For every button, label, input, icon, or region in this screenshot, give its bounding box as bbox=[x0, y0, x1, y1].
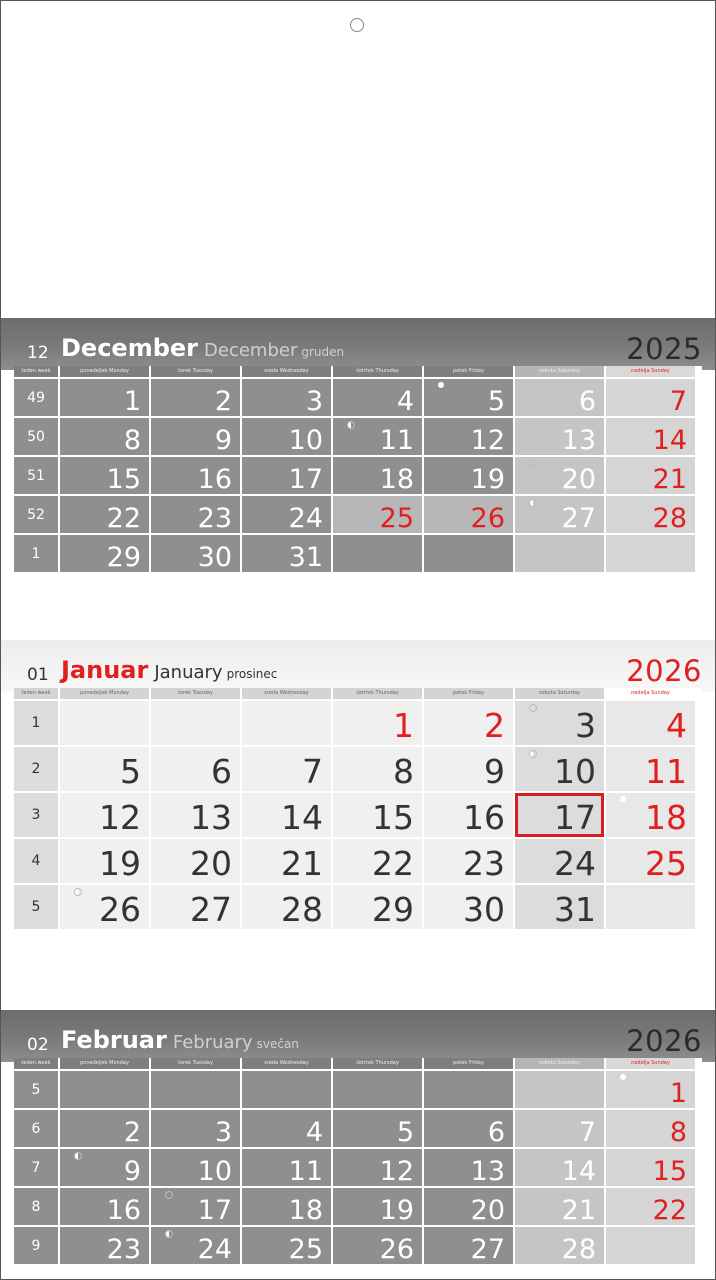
day-number: 10 bbox=[288, 425, 323, 456]
day-cell[interactable] bbox=[333, 496, 422, 533]
day-cell[interactable] bbox=[60, 418, 149, 455]
empty-day-cell bbox=[151, 1071, 240, 1108]
day-number: 1 bbox=[669, 1078, 687, 1109]
day-cell[interactable] bbox=[606, 701, 695, 745]
month-title bbox=[61, 334, 344, 362]
weekday-header: ponedeljek Monday bbox=[60, 688, 149, 699]
day-cell[interactable] bbox=[60, 1227, 149, 1264]
day-cell[interactable] bbox=[515, 457, 604, 494]
day-cell[interactable] bbox=[151, 418, 240, 455]
day-cell[interactable] bbox=[424, 701, 513, 745]
day-cell[interactable] bbox=[515, 747, 604, 791]
day-number: 9 bbox=[484, 752, 505, 791]
day-number: 17 bbox=[554, 798, 596, 837]
day-cell[interactable] bbox=[60, 1149, 149, 1186]
day-cell[interactable] bbox=[151, 1149, 240, 1186]
week-column-header: teden week bbox=[14, 366, 58, 377]
day-number: 10 bbox=[554, 752, 596, 791]
day-number: 25 bbox=[288, 1234, 323, 1265]
month-year: 2025 bbox=[626, 332, 702, 366]
week-number: 50 bbox=[14, 418, 58, 455]
empty-day-cell bbox=[242, 701, 331, 745]
empty-day-cell bbox=[606, 535, 695, 572]
day-cell[interactable] bbox=[606, 747, 695, 791]
day-cell[interactable] bbox=[242, 839, 331, 883]
week-number: 2 bbox=[14, 747, 58, 791]
day-cell[interactable] bbox=[424, 1149, 513, 1186]
weekday-header: petek Friday bbox=[424, 688, 513, 699]
month-title bbox=[61, 656, 277, 684]
week-number: 9 bbox=[14, 1227, 58, 1264]
day-number: 28 bbox=[281, 890, 323, 929]
day-cell[interactable] bbox=[333, 379, 422, 416]
day-number: 21 bbox=[561, 1195, 596, 1226]
day-number: 21 bbox=[652, 464, 687, 495]
day-number: 8 bbox=[669, 1117, 687, 1148]
weekday-header: sreda Wednesday bbox=[242, 688, 331, 699]
month-name-english: December bbox=[204, 340, 298, 361]
week-number: 7 bbox=[14, 1149, 58, 1186]
day-cell[interactable] bbox=[515, 885, 604, 929]
day-cell[interactable] bbox=[242, 535, 331, 572]
weekday-header: četrtek Thursday bbox=[333, 688, 422, 699]
day-cell[interactable] bbox=[242, 457, 331, 494]
day-cell[interactable] bbox=[424, 496, 513, 533]
day-cell[interactable] bbox=[515, 496, 604, 533]
day-cell[interactable] bbox=[60, 747, 149, 791]
day-cell[interactable] bbox=[242, 1188, 331, 1225]
day-number: 15 bbox=[652, 1156, 687, 1187]
month-name: Januar bbox=[61, 656, 149, 684]
weekday-header: petek Friday bbox=[424, 366, 513, 377]
day-number: 16 bbox=[463, 798, 505, 837]
month-name-local: prosinec bbox=[226, 667, 278, 681]
moon-phase-icon bbox=[74, 888, 82, 896]
day-number: 6 bbox=[211, 752, 232, 791]
day-cell[interactable] bbox=[606, 1110, 695, 1147]
day-number: 21 bbox=[281, 844, 323, 883]
week-number: 5 bbox=[14, 1071, 58, 1108]
month-number: 12 bbox=[27, 343, 49, 363]
day-cell[interactable] bbox=[60, 1188, 149, 1225]
day-cell[interactable] bbox=[242, 1149, 331, 1186]
day-cell[interactable] bbox=[424, 885, 513, 929]
week-number: 8 bbox=[14, 1188, 58, 1225]
month-grid bbox=[14, 1058, 702, 1264]
day-cell[interactable] bbox=[333, 701, 422, 745]
day-number: 15 bbox=[106, 464, 141, 495]
day-number: 27 bbox=[561, 503, 596, 534]
day-cell[interactable] bbox=[151, 496, 240, 533]
month-name: December bbox=[61, 334, 199, 362]
weekday-header: nedelja Sunday bbox=[606, 688, 695, 699]
day-number: 20 bbox=[470, 1195, 505, 1226]
day-number: 20 bbox=[561, 464, 596, 495]
empty-day-cell bbox=[515, 1071, 604, 1108]
day-number: 12 bbox=[470, 425, 505, 456]
day-cell[interactable] bbox=[515, 379, 604, 416]
day-number: 4 bbox=[305, 1117, 323, 1148]
day-cell[interactable] bbox=[515, 1110, 604, 1147]
day-number: 22 bbox=[652, 1195, 687, 1226]
day-number: 18 bbox=[645, 798, 687, 837]
day-cell[interactable] bbox=[424, 379, 513, 416]
empty-day-cell bbox=[424, 1071, 513, 1108]
empty-day-cell bbox=[333, 1071, 422, 1108]
day-cell[interactable] bbox=[60, 496, 149, 533]
day-number: 31 bbox=[288, 542, 323, 573]
moon-phase-icon bbox=[74, 1152, 82, 1160]
day-cell[interactable] bbox=[242, 496, 331, 533]
day-cell[interactable] bbox=[424, 1110, 513, 1147]
day-number: 27 bbox=[190, 890, 232, 929]
day-number: 22 bbox=[106, 503, 141, 534]
day-cell[interactable] bbox=[606, 496, 695, 533]
empty-day-cell bbox=[60, 1071, 149, 1108]
day-number: 6 bbox=[487, 1117, 505, 1148]
day-cell[interactable] bbox=[242, 418, 331, 455]
day-cell[interactable] bbox=[424, 747, 513, 791]
moon-phase-icon bbox=[529, 499, 537, 507]
weekday-header: sreda Wednesday bbox=[242, 1058, 331, 1069]
day-cell[interactable] bbox=[606, 839, 695, 883]
day-number: 4 bbox=[666, 706, 687, 745]
day-number: 16 bbox=[106, 1195, 141, 1226]
day-number: 20 bbox=[190, 844, 232, 883]
week-number: 4 bbox=[14, 839, 58, 883]
weekday-header: četrtek Thursday bbox=[333, 1058, 422, 1069]
day-number: 24 bbox=[288, 503, 323, 534]
day-number: 30 bbox=[197, 542, 232, 573]
day-number: 10 bbox=[197, 1156, 232, 1187]
day-number: 23 bbox=[106, 1234, 141, 1265]
day-number: 23 bbox=[197, 503, 232, 534]
day-cell[interactable] bbox=[606, 1188, 695, 1225]
day-cell[interactable] bbox=[333, 793, 422, 837]
day-number: 18 bbox=[379, 464, 414, 495]
empty-day-cell bbox=[424, 535, 513, 572]
day-cell[interactable] bbox=[60, 839, 149, 883]
day-cell[interactable] bbox=[515, 839, 604, 883]
day-number: 19 bbox=[470, 464, 505, 495]
day-cell[interactable] bbox=[515, 701, 604, 745]
week-number: 1 bbox=[14, 535, 58, 572]
day-cell[interactable] bbox=[333, 418, 422, 455]
day-number: 14 bbox=[652, 425, 687, 456]
day-cell[interactable] bbox=[151, 1110, 240, 1147]
day-number: 14 bbox=[561, 1156, 596, 1187]
day-cell[interactable] bbox=[424, 1188, 513, 1225]
empty-day-cell bbox=[606, 1227, 695, 1264]
day-cell[interactable] bbox=[424, 1227, 513, 1264]
empty-day-cell bbox=[151, 701, 240, 745]
day-cell[interactable] bbox=[606, 1149, 695, 1186]
day-number: 15 bbox=[372, 798, 414, 837]
month-name-local: svečan bbox=[256, 1037, 299, 1051]
day-number: 28 bbox=[561, 1234, 596, 1265]
day-number: 26 bbox=[99, 890, 141, 929]
weekday-header: torek Tuesday bbox=[151, 366, 240, 377]
empty-day-cell bbox=[606, 885, 695, 929]
day-number: 18 bbox=[288, 1195, 323, 1226]
weekday-header: nedelja Sunday bbox=[606, 1058, 695, 1069]
day-number: 13 bbox=[470, 1156, 505, 1187]
day-number: 12 bbox=[99, 798, 141, 837]
month-name-english: February bbox=[172, 1032, 253, 1053]
empty-day-cell bbox=[515, 535, 604, 572]
day-cell[interactable] bbox=[606, 418, 695, 455]
day-cell[interactable] bbox=[333, 839, 422, 883]
empty-day-cell bbox=[333, 535, 422, 572]
day-number: 29 bbox=[372, 890, 414, 929]
weekday-header: petek Friday bbox=[424, 1058, 513, 1069]
day-cell[interactable] bbox=[151, 839, 240, 883]
month-year: 2026 bbox=[626, 654, 702, 688]
week-column-header: teden week bbox=[14, 1058, 58, 1069]
week-number: 49 bbox=[14, 379, 58, 416]
day-number: 22 bbox=[372, 844, 414, 883]
day-cell[interactable] bbox=[60, 885, 149, 929]
weekday-header: sobota Saturday bbox=[515, 366, 604, 377]
day-number: 2 bbox=[484, 706, 505, 745]
day-number: 24 bbox=[554, 844, 596, 883]
day-cell[interactable] bbox=[242, 793, 331, 837]
day-cell[interactable] bbox=[515, 1227, 604, 1264]
day-number: 9 bbox=[123, 1156, 141, 1187]
weekday-header: torek Tuesday bbox=[151, 688, 240, 699]
day-cell[interactable] bbox=[333, 1188, 422, 1225]
day-number: 4 bbox=[396, 386, 414, 417]
day-number: 26 bbox=[470, 503, 505, 534]
moon-phase-icon bbox=[529, 460, 537, 468]
day-number: 3 bbox=[214, 1117, 232, 1148]
hanging-hole bbox=[350, 18, 364, 32]
day-cell[interactable] bbox=[424, 457, 513, 494]
day-number: 23 bbox=[463, 844, 505, 883]
day-number: 14 bbox=[281, 798, 323, 837]
moon-phase-icon bbox=[529, 704, 537, 712]
day-cell[interactable] bbox=[333, 747, 422, 791]
day-number: 12 bbox=[379, 1156, 414, 1187]
day-cell[interactable] bbox=[424, 839, 513, 883]
moon-phase-icon bbox=[529, 750, 537, 758]
moon-phase-icon bbox=[165, 1191, 173, 1199]
moon-phase-icon bbox=[347, 421, 355, 429]
day-number: 19 bbox=[379, 1195, 414, 1226]
day-cell[interactable] bbox=[242, 1110, 331, 1147]
day-cell[interactable] bbox=[151, 885, 240, 929]
day-cell[interactable] bbox=[242, 747, 331, 791]
week-number: 1 bbox=[14, 701, 58, 745]
moon-phase-icon bbox=[620, 1074, 626, 1080]
day-cell[interactable] bbox=[606, 379, 695, 416]
day-number: 11 bbox=[288, 1156, 323, 1187]
day-number: 31 bbox=[554, 890, 596, 929]
moon-phase-icon bbox=[438, 382, 444, 388]
day-cell[interactable] bbox=[606, 457, 695, 494]
day-cell[interactable] bbox=[60, 457, 149, 494]
day-number: 17 bbox=[288, 464, 323, 495]
day-cell[interactable] bbox=[60, 535, 149, 572]
weekday-header: četrtek Thursday bbox=[333, 366, 422, 377]
day-number: 5 bbox=[120, 752, 141, 791]
day-cell[interactable] bbox=[515, 1149, 604, 1186]
month-number: 01 bbox=[27, 665, 49, 685]
day-number: 13 bbox=[190, 798, 232, 837]
weekday-header: sobota Saturday bbox=[515, 688, 604, 699]
day-cell[interactable] bbox=[424, 418, 513, 455]
day-cell[interactable] bbox=[151, 793, 240, 837]
day-number: 29 bbox=[106, 542, 141, 573]
day-number: 11 bbox=[379, 425, 414, 456]
day-number: 2 bbox=[123, 1117, 141, 1148]
day-number: 7 bbox=[578, 1117, 596, 1148]
day-cell[interactable] bbox=[151, 379, 240, 416]
day-number: 27 bbox=[470, 1234, 505, 1265]
day-cell[interactable] bbox=[515, 1188, 604, 1225]
day-number: 1 bbox=[393, 706, 414, 745]
day-cell[interactable] bbox=[333, 1110, 422, 1147]
day-cell[interactable] bbox=[333, 885, 422, 929]
day-cell[interactable] bbox=[151, 457, 240, 494]
week-number: 52 bbox=[14, 496, 58, 533]
week-column-header: teden week bbox=[14, 688, 58, 699]
day-cell[interactable] bbox=[242, 1227, 331, 1264]
day-number: 8 bbox=[393, 752, 414, 791]
day-number: 25 bbox=[379, 503, 414, 534]
weekday-header: nedelja Sunday bbox=[606, 366, 695, 377]
day-number: 3 bbox=[305, 386, 323, 417]
month-year: 2026 bbox=[626, 1024, 702, 1058]
day-cell[interactable] bbox=[151, 1227, 240, 1264]
day-cell[interactable] bbox=[60, 1110, 149, 1147]
day-number: 1 bbox=[123, 386, 141, 417]
day-cell[interactable] bbox=[242, 379, 331, 416]
day-cell[interactable] bbox=[333, 457, 422, 494]
day-cell[interactable] bbox=[151, 747, 240, 791]
empty-day-cell bbox=[60, 701, 149, 745]
weekday-header: torek Tuesday bbox=[151, 1058, 240, 1069]
day-number: 2 bbox=[214, 386, 232, 417]
empty-day-cell bbox=[242, 1071, 331, 1108]
day-number: 19 bbox=[99, 844, 141, 883]
weekday-header: ponedeljek Monday bbox=[60, 366, 149, 377]
day-number: 8 bbox=[123, 425, 141, 456]
day-number: 17 bbox=[197, 1195, 232, 1226]
week-number: 51 bbox=[14, 457, 58, 494]
day-number: 13 bbox=[561, 425, 596, 456]
month-grid bbox=[14, 688, 702, 929]
day-number: 28 bbox=[652, 503, 687, 534]
day-number: 11 bbox=[645, 752, 687, 791]
weekday-header: sreda Wednesday bbox=[242, 366, 331, 377]
week-number: 3 bbox=[14, 793, 58, 837]
day-number: 24 bbox=[197, 1234, 232, 1265]
moon-phase-icon bbox=[620, 796, 626, 802]
day-number: 5 bbox=[487, 386, 505, 417]
day-cell[interactable] bbox=[606, 793, 695, 837]
day-number: 16 bbox=[197, 464, 232, 495]
day-cell-today[interactable] bbox=[515, 793, 604, 837]
day-cell[interactable] bbox=[60, 793, 149, 837]
day-number: 6 bbox=[578, 386, 596, 417]
day-cell[interactable] bbox=[60, 379, 149, 416]
week-number: 6 bbox=[14, 1110, 58, 1147]
day-cell[interactable] bbox=[606, 1071, 695, 1108]
day-number: 30 bbox=[463, 890, 505, 929]
day-cell[interactable] bbox=[242, 885, 331, 929]
day-number: 3 bbox=[575, 706, 596, 745]
day-cell[interactable] bbox=[333, 1227, 422, 1264]
month-number: 02 bbox=[27, 1035, 49, 1055]
day-cell[interactable] bbox=[333, 1149, 422, 1186]
day-cell[interactable] bbox=[515, 418, 604, 455]
day-number: 9 bbox=[214, 425, 232, 456]
day-number: 25 bbox=[645, 844, 687, 883]
month-name-english: January bbox=[154, 662, 223, 683]
weekday-header: sobota Saturday bbox=[515, 1058, 604, 1069]
day-number: 26 bbox=[379, 1234, 414, 1265]
day-number: 5 bbox=[396, 1117, 414, 1148]
day-cell[interactable] bbox=[151, 1188, 240, 1225]
month-name: Februar bbox=[61, 1026, 167, 1054]
month-title bbox=[61, 1026, 299, 1054]
day-cell[interactable] bbox=[151, 535, 240, 572]
weekday-header: ponedeljek Monday bbox=[60, 1058, 149, 1069]
week-number: 5 bbox=[14, 885, 58, 929]
moon-phase-icon bbox=[165, 1230, 173, 1238]
day-cell[interactable] bbox=[424, 793, 513, 837]
month-grid bbox=[14, 366, 702, 572]
day-number: 7 bbox=[669, 386, 687, 417]
month-name-local: gruden bbox=[301, 345, 345, 359]
day-number: 7 bbox=[302, 752, 323, 791]
